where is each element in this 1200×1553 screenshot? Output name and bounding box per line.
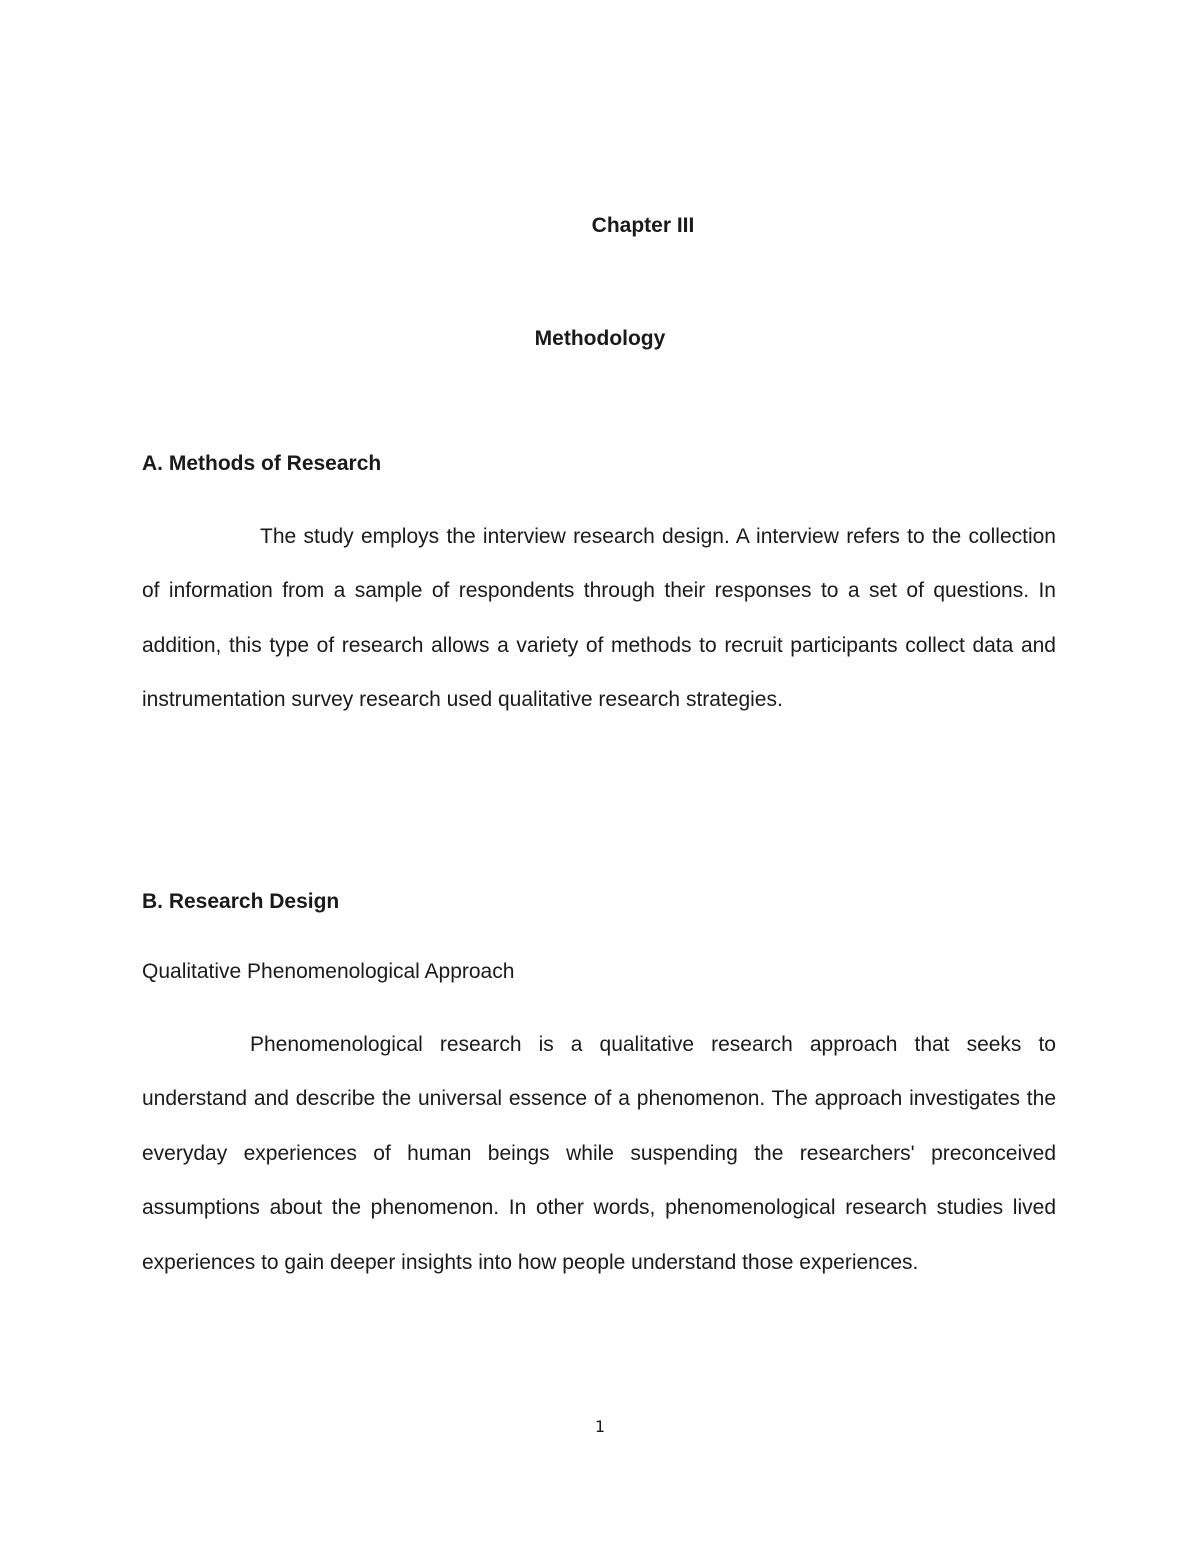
subheading-phenomenological-approach: Qualitative Phenomenological Approach (142, 960, 515, 983)
paragraph-research-design: Phenomenological research is a qualitative research approach that seeks to understand and describe the universal essence of a phenomenon. The approach investigates the everyday experiences of human beings while suspending the researchers' preconceived assumptions about the phenomenon. In other words, phenomenological research studies lived experiences to gain deeper insights into how people understand those experiences. (142, 1033, 1056, 1274)
page-title: Methodology (534, 327, 666, 350)
page-number: 1 (594, 1417, 606, 1436)
paragraph-methods-of-research: The study employs the interview research design. A interview refers to the collection of information from a sample of respondents through their responses to a set of questions. In addition, this type of research allows a variety of methods to recruit participants collect data and instrumentation survey research used qualitative research strategies. (142, 525, 1056, 712)
section-heading-research-design: B. Research Design (142, 890, 340, 913)
chapter-title: Chapter III (591, 214, 695, 237)
section-heading-methods-of-research: A. Methods of Research (142, 452, 382, 475)
